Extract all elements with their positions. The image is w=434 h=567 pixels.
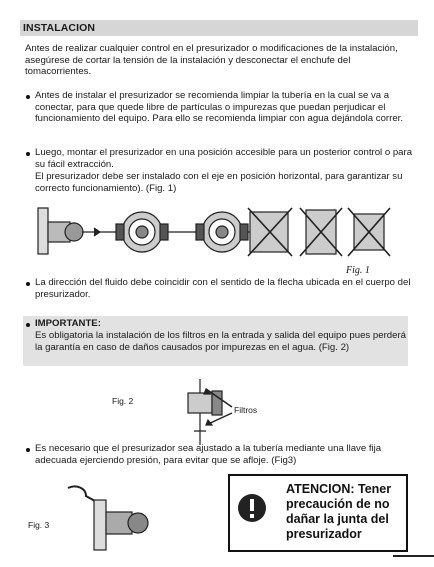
warning-line: precaución de no [286,497,390,511]
section-header [20,20,418,36]
important-text: Es obligatoria la instalación de los filtros en la entrada y salida del equipo pues perderá la garantía en caso de daños causados por impurezas en el agua. (Fig. 2) [35,330,406,353]
bullet-dot [26,95,30,99]
bullet-flow-direction: La dirección del fluido debe coincidir con el sentido de la flecha ubicada en el cuerpo del presurizador. [35,277,411,300]
warning-line: presurizador [286,527,362,541]
bullet-clean-pipe: Antes de instalar el presurizador se recomienda limpiar la tubería en la cual se va a conectar, para que quede libre de partículas o impurezas que puedan perjudicar el funcionamiento del equipo. Para ello se recomienda limpiar con agua dejándola correr. [35,90,403,125]
fig3-caption: Fig. 3 [28,520,50,530]
intro-paragraph: Antes de realizar cualquier control en el presurizador o modificaciones de la instalación, asegúrese de cortar la tensión de la instalación y desconectar el enchufe del tomacorrientes. [25,43,398,78]
page-corner-rule [393,555,434,557]
fig1-illustration [30,200,400,270]
warning-line: dañar la junta del [286,512,389,526]
exclamation-icon [238,494,266,522]
bullet-dot [26,152,30,156]
important-title: IMPORTANTE: [35,318,101,329]
bullet-mount-horizontal: El presurizador debe ser instalado con el eje en posición horizontal, para garantizar su correcto funcionamiento). (Fig. 1) [35,171,403,194]
bullet-dot [26,323,30,327]
bullet-wrench: Es necesario que el presurizador sea ajustado a la tubería mediante una llave fija adecuada ejerciendo presión, para evitar que se afloje. (Fig3) [35,443,382,466]
fig2-filters-label: Filtros [234,405,258,415]
section-title: INSTALACION [23,22,96,34]
warning-box [228,474,408,552]
warning-line: ATENCION: Tener [286,482,392,496]
fig2-caption: Fig. 2 [112,396,134,406]
fig3-illustration [60,482,170,562]
bullet-dot [26,448,30,452]
bullet-dot [26,282,30,286]
bullet-mount: Luego, montar el presurizador en una posición accesible para un posterior control o para su fácil extracción. [35,147,413,170]
warning-text [286,482,404,542]
fig1-caption: Fig. 1 [346,265,370,276]
